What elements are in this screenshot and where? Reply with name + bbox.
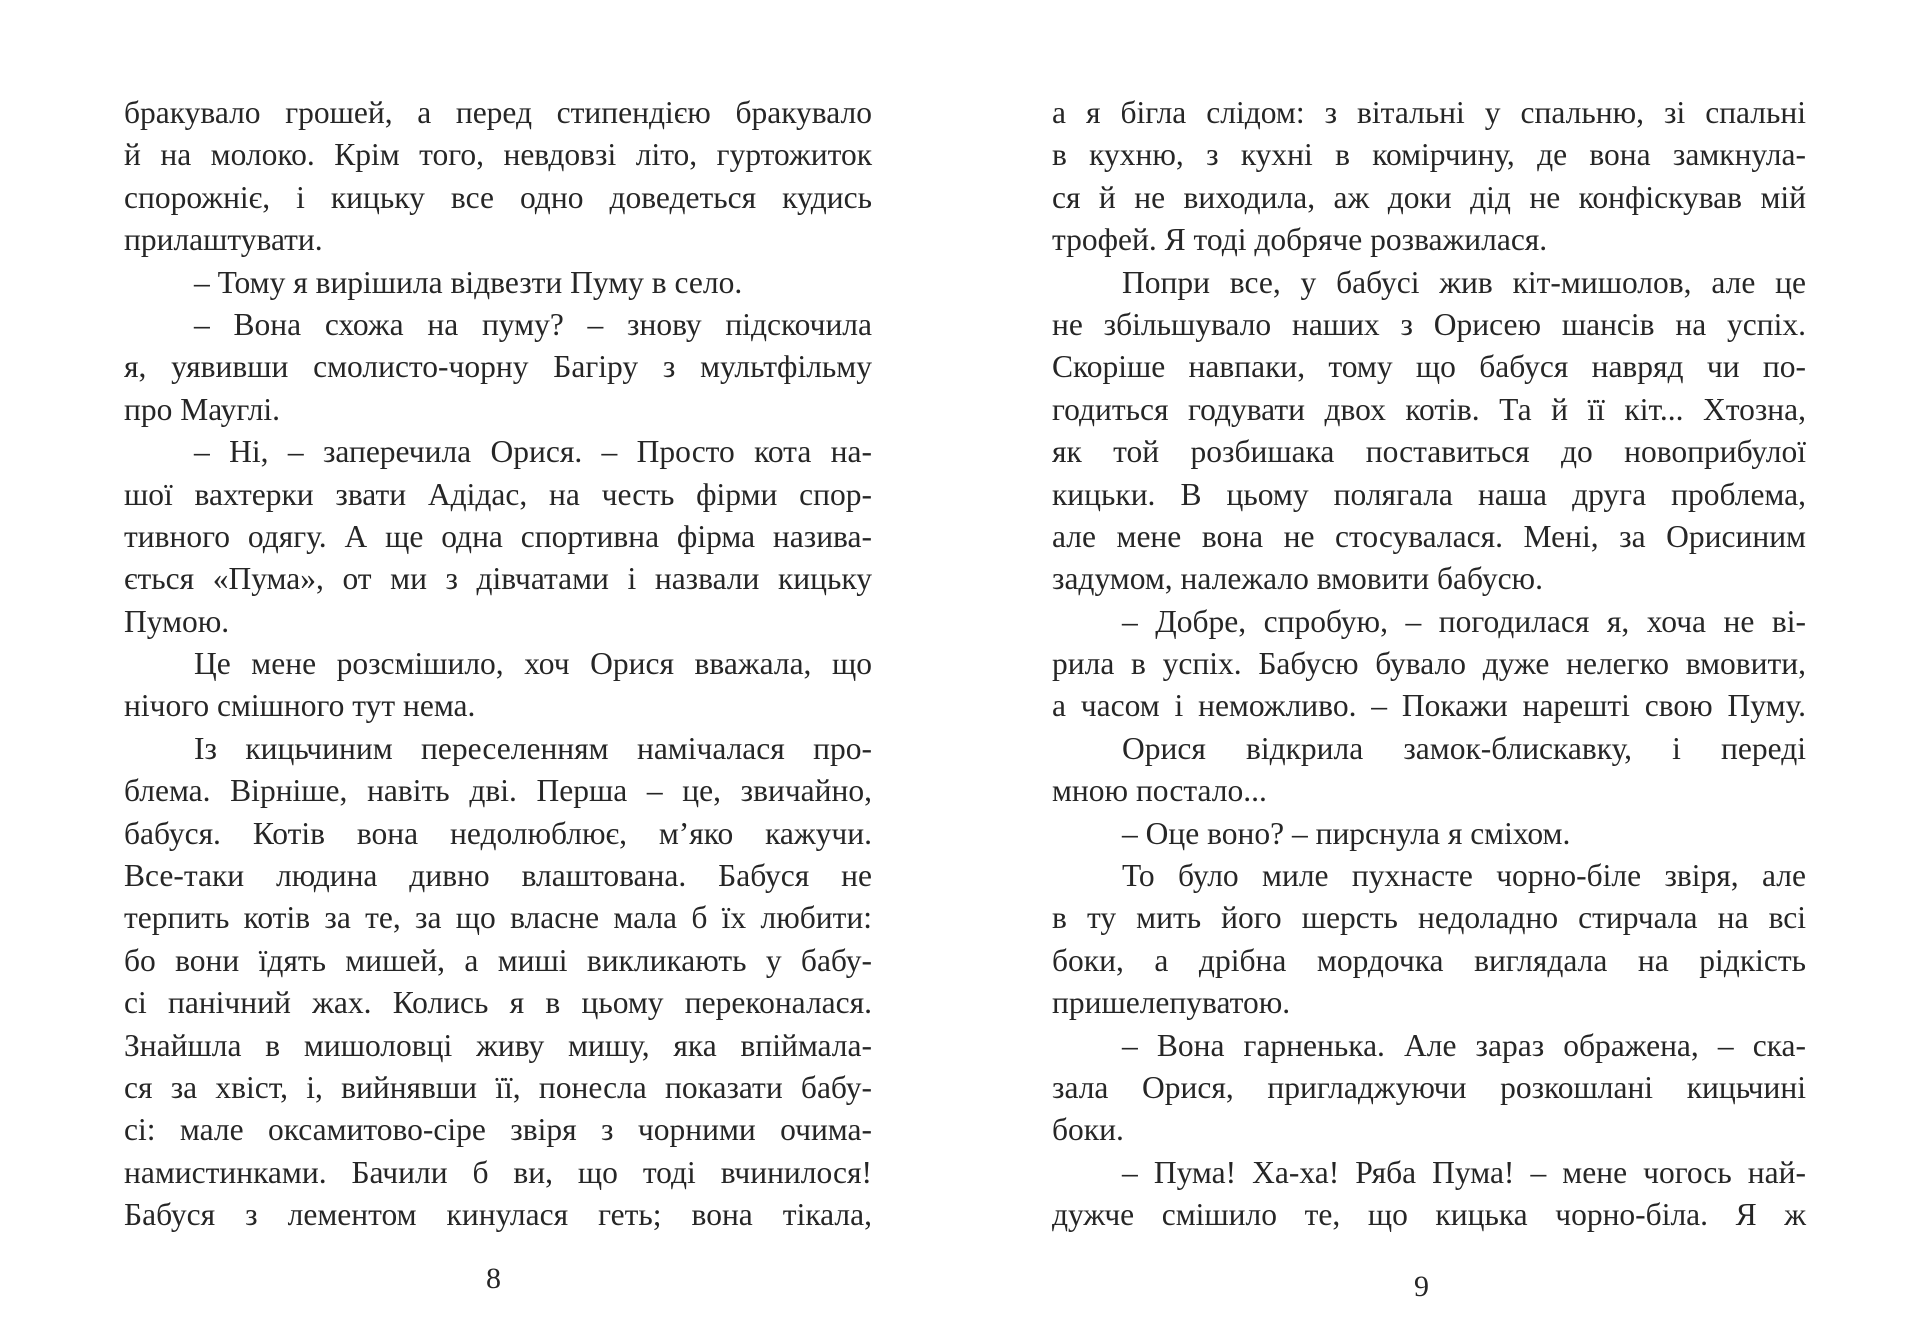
text-line: – Оце воно? – пирснула я сміхом. [1122, 815, 1571, 851]
text-line: спорожніє, і кицьку все одно доведеться кудись [124, 179, 872, 215]
text-line: Пумою. [124, 603, 230, 639]
text-line: – Тому я вирішила відвезти Пуму в село. [194, 264, 743, 300]
text-line: блема. Вірніше, навіть дві. Перша – це, звичайно, [124, 773, 872, 809]
text-line: я, уявивши смолисто-чорну Багіру з мультфільму [124, 349, 872, 385]
text-line: ся й не виходила, аж доки дід не конфіскував мій [1052, 179, 1806, 215]
text-line: тивного одягу. А ще одна спортивна фірма назива- [124, 518, 872, 554]
text-line: бракувало грошей, а перед стипендією бракувало [124, 95, 872, 130]
page-number-left: 8 [486, 1262, 501, 1295]
text-line: нічого смішного тут нема. [124, 688, 476, 724]
text-line: дужче смішило те, що кицька чорно-біла. Я ж [1052, 1197, 1806, 1233]
text-line: сі: мале оксамитово-сіре звіря з чорними очима- [124, 1112, 872, 1148]
text-line: бабуся. Котів вона недолюблює, м’яко кажучи. [124, 815, 872, 851]
text-line: терпить котів за те, за що власне мала б їх любити: [124, 900, 872, 936]
text-line: Орися відкрила замок-блискавку, і переді [1122, 730, 1806, 766]
text-line: боки, а дрібна мордочка виглядала на рідкість [1052, 942, 1806, 978]
text-line: Все-таки людина дивно влаштована. Бабуся не [124, 858, 872, 894]
text-line: ся за хвіст, і, вийнявши її, понесла показати бабу- [124, 1069, 872, 1105]
text-line: Знайшла в мишоловці живу мишу, яка впіймала- [124, 1027, 872, 1063]
text-line: задумом, належало вмовити бабусю. [1052, 561, 1543, 597]
text-line: боки. [1052, 1112, 1124, 1148]
text-line: Попри все, у бабусі жив кіт-мишолов, але це [1122, 264, 1806, 300]
text-line: мною постало... [1052, 773, 1267, 809]
text-line: й на молоко. Крім того, невдовзі літо, гуртожиток [124, 137, 872, 173]
text-line: намистинками. Бачили б ви, що тоді вчинилося! [124, 1154, 872, 1190]
text-line: годиться годувати двох котів. Та й її кіт... Хтозна, [1052, 391, 1806, 427]
text-line: – Пума! Ха-ха! Ряба Пума! – мене чогось най- [1122, 1154, 1806, 1190]
text-line: Скоріше навпаки, тому що бабуся навряд чи по- [1052, 349, 1806, 385]
text-line: – Добре, спробую, – погодилася я, хоча не ві- [1122, 603, 1806, 639]
text-line: сі панічний жах. Колись я в цьому переконалася. [124, 985, 872, 1021]
text-line: рила в успіх. Бабусю бувало дуже нелегко вмовити, [1052, 646, 1806, 682]
text-line: а я бігла слідом: з вітальні у спальню, зі спальні [1052, 95, 1806, 130]
text-line: – Вона гарненька. Але зараз ображена, – ска- [1122, 1027, 1806, 1063]
text-line: але мене вона не стосувалася. Мені, за Орисиним [1052, 518, 1806, 554]
text-line: як той розбишака поставиться до новоприбулої [1052, 434, 1806, 470]
text-line: шої вахтерки звати Адідас, на честь фірми спор- [124, 476, 872, 512]
page-number-right: 9 [1414, 1270, 1429, 1303]
text-line: а часом і неможливо. – Покажи нарешті свою Пуму. [1052, 688, 1806, 724]
text-line: Це мене розсмішило, хоч Орися вважала, що [194, 646, 872, 682]
text-line: бо вони їдять мишей, а миші викликають у бабу- [124, 942, 872, 978]
text-line: не збільшувало наших з Орисею шансів на успіх. [1052, 306, 1806, 342]
text-line: Бабуся з лементом кинулася геть; вона тікала, [124, 1197, 872, 1233]
text-line: прилаштувати. [124, 222, 323, 258]
text-line: в ту мить його шерсть недоладно стирчала на всі [1052, 900, 1806, 936]
text-line: в кухню, з кухні в комірчину, де вона замкнула- [1052, 137, 1806, 173]
text-line: кицьки. В цьому полягала наша друга проблема, [1052, 476, 1806, 512]
text-line: зала Орися, пригладжуючи розкошлані кицьчині [1052, 1069, 1806, 1105]
text-line: Із кицьчиним переселенням намічалася про- [194, 730, 872, 766]
text-line: – Ні, – заперечила Орися. – Просто кота на- [194, 434, 872, 470]
text-line: трофей. Я тоді добряче розважилася. [1052, 222, 1548, 258]
text-line: пришелепуватою. [1052, 985, 1291, 1021]
text-line: ється «Пума», от ми з дівчатами і назвали кицьку [124, 561, 872, 597]
text-line: – Вона схожа на пуму? – знову підскочила [194, 306, 872, 342]
right-page-text [1052, 92, 1806, 1237]
text-line: То було миле пухнасте чорно-біле звіря, але [1122, 858, 1806, 894]
left-page-text [124, 92, 872, 1237]
text-line: про Мауглі. [124, 391, 281, 427]
